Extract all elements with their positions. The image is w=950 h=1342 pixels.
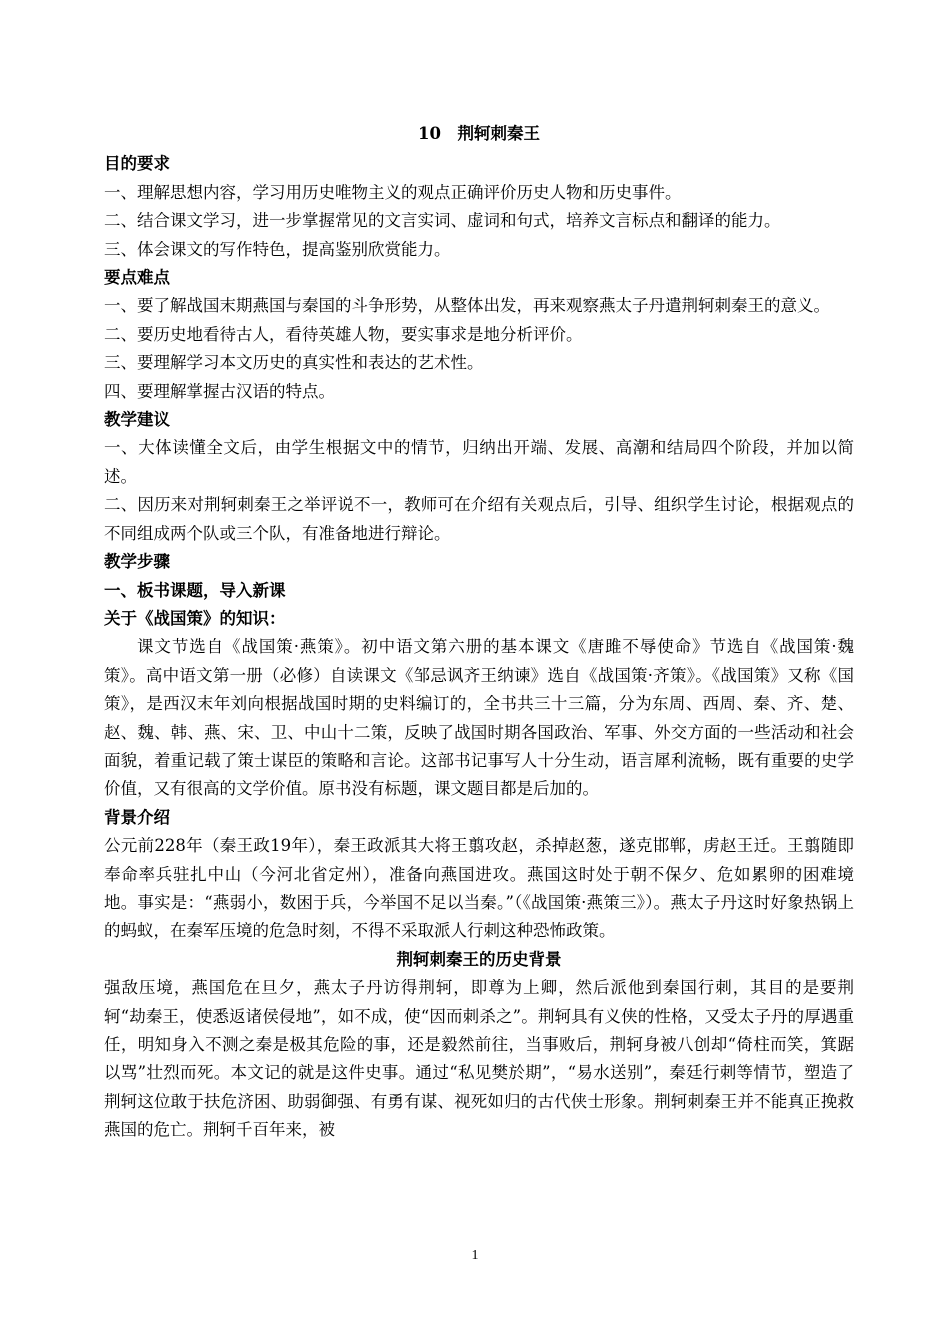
suggestion-item: 一、大体读懂全文后，由学生根据文中的情节，归纳出开端、发展、高潮和结局四个阶段，并加以简述。	[104, 438, 854, 486]
zhanguoce-paragraph: 课文节选自《战国策·燕策》。初中语文第六册的基本课文《唐雎不辱使命》节选自《战国策·魏策》。高中语文第一册（必修）自读课文《邹忌讽齐王纳谏》选自《战国策·齐策》。《战国策》又称《国策》，是西汉末年刘向根据战国时期的史料编订的，全书共三十三篇，分为东周、西周、秦、齐、楚、赵、魏、韩、燕、宋、卫、中山十二策，反映了战国时期各国政治、军事、外交方面的一些活动和社会面貌，着重记载了策士谋臣的策略和言论。这部书记事写人十分生动，语言犀利流畅，既有重要的史学价值，又有很高的文学价值。原书没有标题，课文题目都是后加的。	[104, 637, 854, 799]
key-point-item: 一、要了解战国末期燕国与秦国的斗争形势，从整体出发，再来观察燕太子丹遣荆轲刺秦王的意义。	[104, 296, 830, 316]
page-number: 1	[471, 1248, 479, 1263]
key-point-item: 四、要理解掌握古汉语的特点。	[104, 381, 335, 401]
history-paragraph: 强敌压境，燕国危在旦夕，燕太子丹访得荆轲，即尊为上卿，然后派他到秦国行刺，其目的是要荆轲“劫秦王，使悉返诸侯侵地”，如不成，使“因而刺杀之”。荆轲具有义侠的性格，又受太子丹的厚遇重任，明知身入不测之秦是极其危险的事，还是毅然前往，当事败后，荆轲身被八创却“倚柱而笑，箕踞以骂”壮烈而死。本文记的就是这件史事。通过“私见樊於期”，“易水送别”，秦廷行刺等情节，塑造了荆轲这位敢于扶危济困、助弱御强、有勇有谋、视死如归的古代侠士形象。荆轲刺秦王并不能真正挽救燕国的危亡。荆轲千百年来，被	[104, 978, 854, 1140]
document-body	[104, 120, 854, 1145]
step-one-heading: 一、板书课题，导入新课	[104, 580, 286, 600]
suggestion-item: 二、因历来对荆轲刺秦王之举评说不一，教师可在介绍有关观点后，引导、组织学生讨论，根据观点的不同组成两个队或三个队，有准备地进行辩论。	[104, 495, 854, 543]
key-point-item: 二、要历史地看待古人，看待英雄人物，要实事求是地分析评价。	[104, 324, 583, 344]
background-paragraph: 公元前228年（秦王政19年），秦王政派其大将王翦攻赵，杀掉赵葱，遂克邯郸，虏赵王迁。王翦随即奉命率兵驻扎中山（今河北省定州），准备向燕国进攻。燕国这时处于朝不保夕、危如累卵的困难境地。事实是：“燕弱小，数困于兵，今举国不足以当秦。”（《战国策·燕策三》）。燕太子丹这时好象热锅上的蚂蚁，在秦军压境的危急时刻，不得不采取派人行刺这种恐怖政策。	[104, 836, 854, 941]
key-points-heading: 要点难点	[104, 268, 170, 288]
objective-item: 三、体会课文的写作特色，提高鉴别欣赏能力。	[104, 239, 451, 259]
zhanguoce-heading: 关于《战国策》的知识：	[104, 608, 286, 628]
steps-heading: 教学步骤	[104, 552, 170, 572]
key-point-item: 三、要理解学习本文历史的真实性和表达的艺术性。	[104, 353, 484, 373]
history-heading: 荆轲刺秦王的历史背景	[396, 949, 562, 969]
objective-item: 一、理解思想内容，学习用历史唯物主义的观点正确评价历史人物和历史事件。	[104, 182, 682, 202]
document-title: 10 荆轲刺秦王	[418, 124, 540, 143]
background-heading: 背景介绍	[104, 807, 170, 827]
objectives-heading: 目的要求	[104, 154, 170, 174]
objective-item: 二、结合课文学习，进一步掌握常见的文言实词、虚词和句式，培养文言标点和翻译的能力。	[104, 211, 781, 231]
suggestions-heading: 教学建议	[104, 410, 170, 430]
